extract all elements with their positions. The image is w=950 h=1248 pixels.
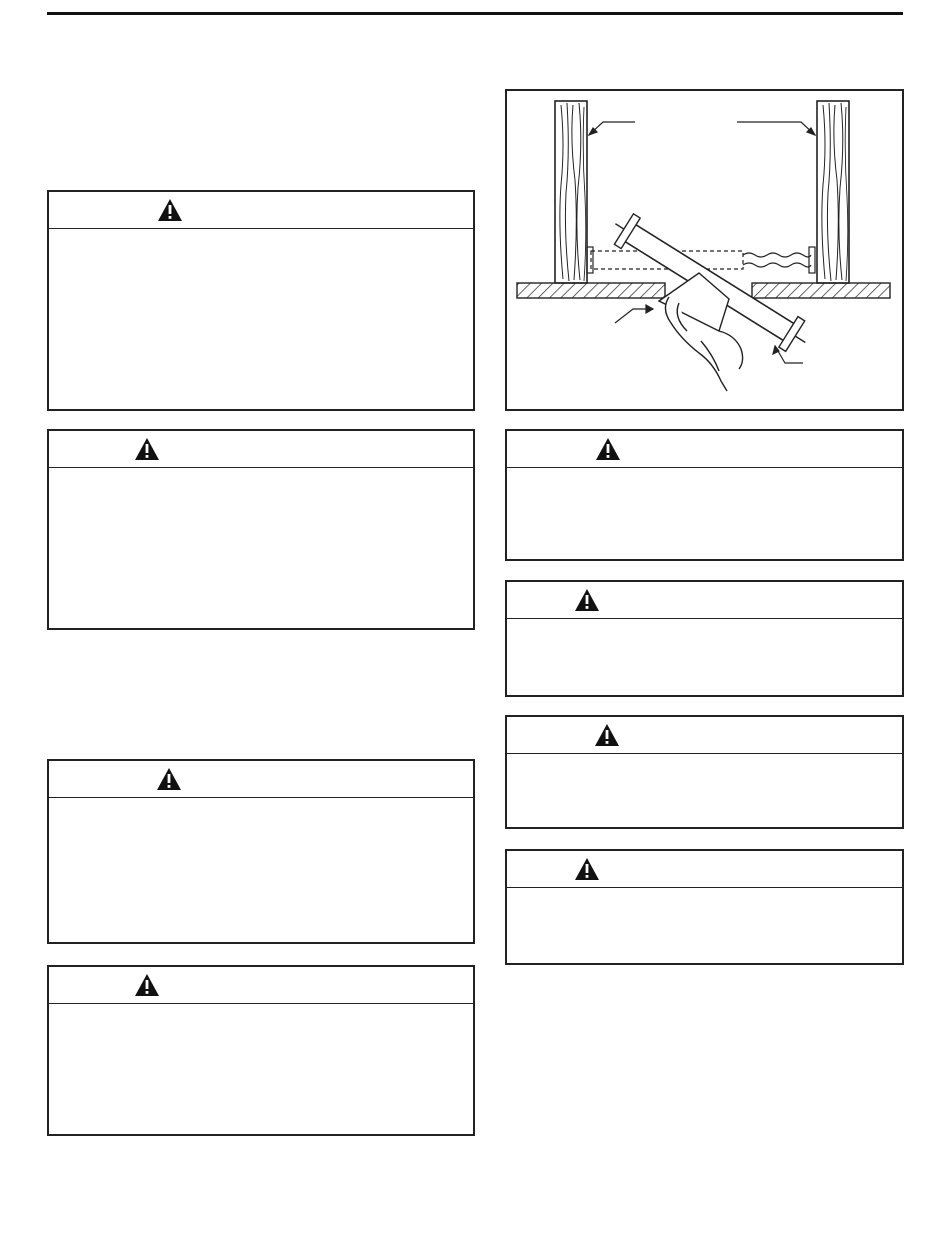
warning-triangle-icon [574, 588, 600, 612]
warning-box-4 [47, 965, 475, 1136]
warning-triangle-icon [156, 767, 182, 791]
installation-figure [505, 89, 904, 411]
warning-triangle-icon [574, 857, 600, 881]
warning-box-8 [505, 849, 904, 965]
warning-header [507, 582, 902, 619]
warning-box-6 [505, 580, 904, 697]
warning-header [507, 431, 902, 468]
warning-header [49, 431, 473, 468]
warning-header [507, 851, 902, 888]
warning-header [507, 717, 902, 754]
warning-header [49, 192, 473, 229]
warning-triangle-icon [134, 973, 160, 997]
warning-triangle-icon [134, 437, 160, 461]
warning-triangle-icon [595, 437, 621, 461]
warning-box-7 [505, 715, 904, 829]
warning-box-2 [47, 429, 475, 630]
wooden-joist-right-icon [817, 101, 849, 283]
top-rule [47, 12, 903, 15]
warning-triangle-icon [594, 723, 620, 747]
warning-header [49, 761, 473, 798]
warning-box-1 [47, 190, 475, 411]
warning-header [49, 967, 473, 1004]
warning-box-5 [505, 429, 904, 561]
warning-triangle-icon [157, 198, 183, 222]
warning-box-3 [47, 759, 475, 944]
installation-illustration [507, 91, 902, 409]
wooden-joist-left-icon [555, 101, 587, 283]
